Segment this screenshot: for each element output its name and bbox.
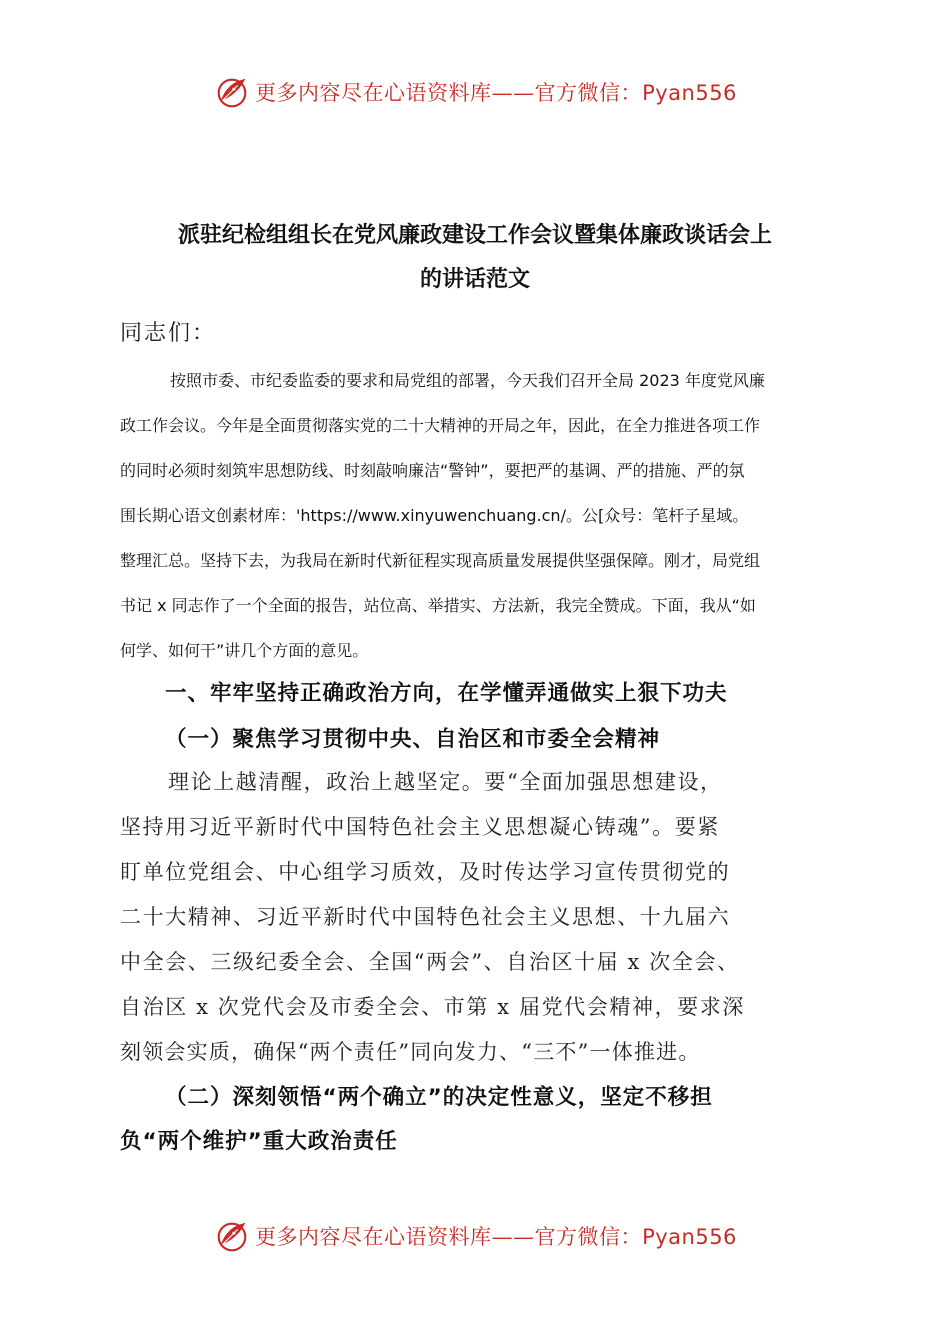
document-title-line-1: 派驻纪检组组长在党风廉政建设工作会议暨集体廉政谈话会上 <box>177 223 772 248</box>
banner-wechat-id: Pyan556 <box>642 1225 737 1249</box>
body-line: 刻领会实质，确保“两个责任”同向发力、“三不”一体推进。 <box>120 1040 701 1064</box>
body-line: 理论上越清醒，政治上越坚定。要“全面加强思想建设， <box>168 770 723 794</box>
body-line: 坚持用习近平新时代中国特色社会主义思想凝心铸魂”。要紧 <box>120 815 720 839</box>
subsection-2-heading-line-2: 负“两个维护”重大政治责任 <box>120 1129 398 1154</box>
salutation: 同志们： <box>120 321 217 346</box>
banner-wechat-id: Pyan556 <box>642 81 737 105</box>
intro-line: 政工作会议。今年是全面贯彻落实党的二十大精神的开局之年，因此，在全力推进各项工作 <box>120 416 761 435</box>
footer-banner <box>0 1216 950 1256</box>
banner-slogan: 更多内容尽在心语资料库 <box>255 81 492 105</box>
intro-line: 整理汇总。坚持下去，为我局在新时代新征程实现高质量发展提供坚强保障。刚才，局党组 <box>120 551 761 570</box>
fountain-pen-logo-icon <box>213 73 251 111</box>
banner-wechat-label: 官方微信： <box>534 1225 643 1249</box>
fountain-pen-logo-icon <box>213 1217 251 1255</box>
section-1-heading: 一、牢牢坚持正确政治方向，在学懂弄通做实上狠下功夫 <box>165 681 728 706</box>
banner-text <box>255 1221 737 1251</box>
body-line: 二十大精神、习近平新时代中国特色社会主义思想、十九届六 <box>120 905 731 929</box>
banner-slogan: 更多内容尽在心语资料库 <box>255 1225 492 1249</box>
intro-line: 按照市委、市纪委监委的要求和局党组的部署，今天我们召开全局 2023 年度党风廉 <box>170 371 765 390</box>
subsection-1-heading: （一）聚焦学习贯彻中央、自治区和市委全会精神 <box>165 727 661 752</box>
intro-line: 书记 x 同志作了一个全面的报告，站位高、举措实、方法新，我完全赞成。下面，我从“如 <box>120 596 756 615</box>
subsection-2-heading-line-1: （二）深刻领悟“两个确立”的决定性意义，坚定不移担 <box>165 1085 713 1110</box>
document-title-line-2: 的讲话范文 <box>419 267 530 292</box>
banner-text <box>255 77 737 107</box>
intro-line: 的同时必须时刻筑牢思想防线、时刻敲响廉洁“警钟”，要把严的基调、严的措施、严的氛 <box>120 461 745 480</box>
intro-line: 围长期心语文创素材库：'https://www.xinyuwenchuang.cn/。公[众号：笔杆子星域。 <box>120 506 749 525</box>
body-line: 盯单位党组会、中心组学习质效，及时传达学习宣传贯彻党的 <box>120 860 731 884</box>
body-line: 自治区 x 次党代会及市委全会、市第 x 届党代会精神，要求深 <box>120 995 745 1019</box>
header-banner <box>0 72 950 112</box>
body-line: 中全会、三级纪委全会、全国“两会”、自治区十届 x 次全会、 <box>120 950 740 974</box>
banner-wechat-label: 官方微信： <box>534 81 643 105</box>
intro-line: 何学、如何干”讲几个方面的意见。 <box>120 641 369 660</box>
banner-dash: —— <box>491 1225 535 1249</box>
banner-dash: —— <box>491 81 535 105</box>
